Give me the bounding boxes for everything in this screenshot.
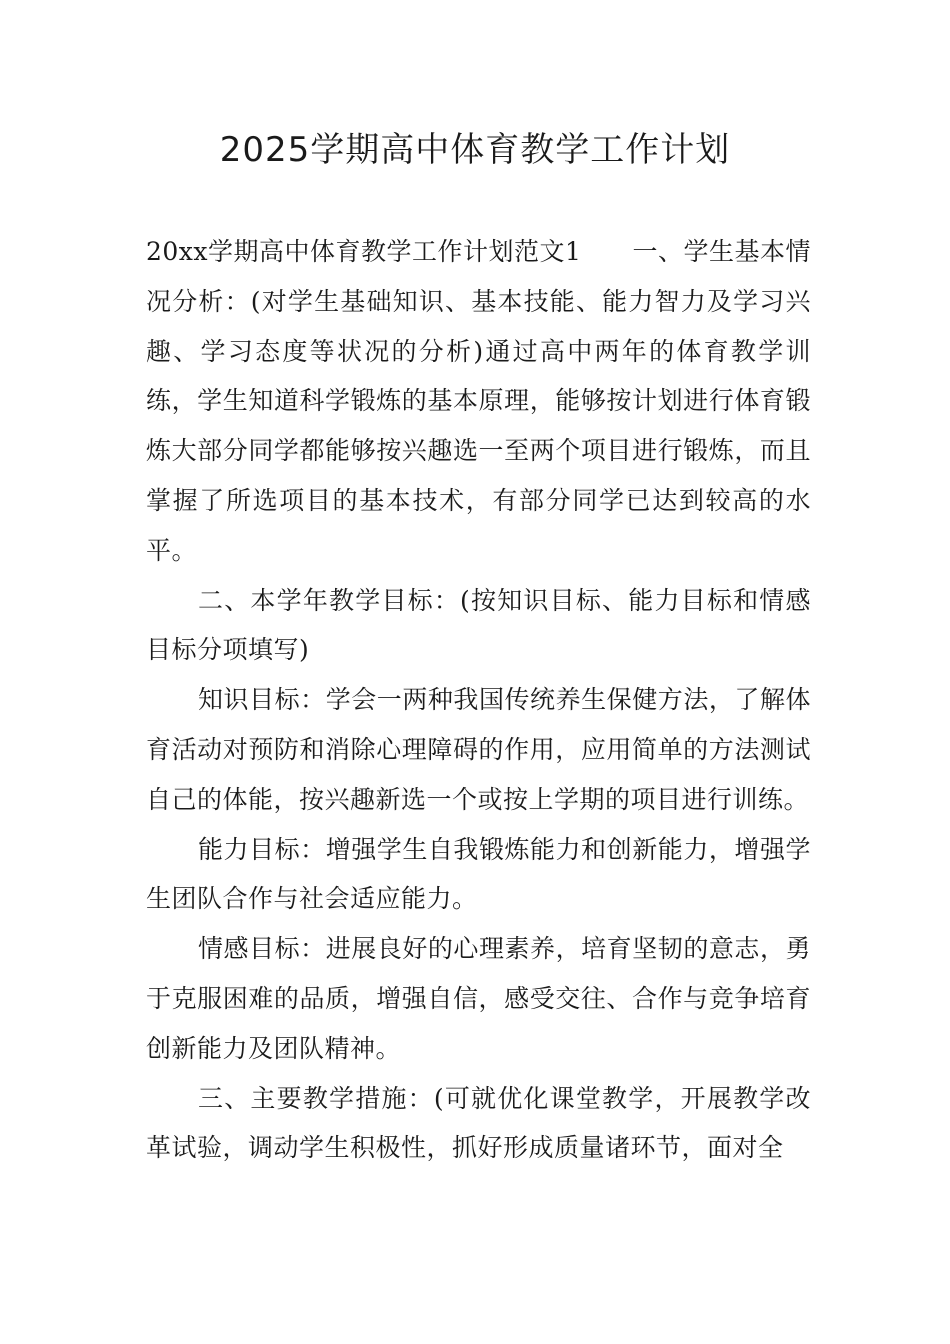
- paragraph-ability-goal: 能力目标：增强学生自我锻炼能力和创新能力，增强学生团队合作与社会适应能力。: [146, 834, 811, 914]
- paragraph-student-analysis: 20xx学期高中体育教学工作计划范文1 一、学生基本情况分析：(对学生基础知识、基本技能、能力智力及学习兴趣、学习态度等状况的分析)通过高中两年的体育教学训练，学生知道科学锻炼的基本原理，能够按计划进行体育锻炼大部分同学都能够按兴趣选一至两个项目进行锻炼，而且掌握了所选项目的基本技术，有部分同学已达到较高的水平。: [146, 237, 811, 565]
- document-title: 2025学期高中体育教学工作计划: [219, 130, 731, 170]
- paragraph-knowledge-goal: 知识目标：学会一两种我国传统养生保健方法，了解体育活动对预防和消除心理障碍的作用，应用简单的方法测试自己的体能，按兴趣新选一个或按上学期的项目进行训练。: [146, 685, 811, 814]
- paragraph-teaching-goals: 二、本学年教学目标：(按知识目标、能力目标和情感目标分项填写): [146, 585, 811, 665]
- paragraph-emotion-goal: 情感目标：进展良好的心理素养，培育坚韧的意志，勇于克服困难的品质，增强自信，感受交往、合作与竞争培育创新能力及团队精神。: [146, 934, 811, 1063]
- paragraph-teaching-measures: 三、主要教学措施：(可就优化课堂教学，开展教学改革试验，调动学生积极性，抓好形成质量诸环节，面对全: [146, 1083, 811, 1163]
- document-body: [146, 227, 811, 1173]
